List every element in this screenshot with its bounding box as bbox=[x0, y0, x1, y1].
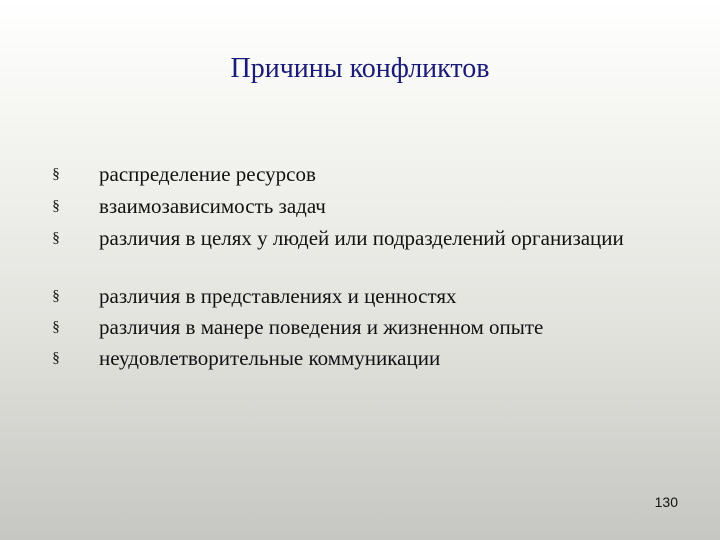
slide-title: Причины конфликтов bbox=[230, 53, 490, 84]
bullet-marker-icon: § bbox=[52, 198, 60, 214]
bullet-text: различия в целях у людей или подразделений организации bbox=[99, 226, 624, 250]
bullet-marker-icon: § bbox=[52, 230, 60, 246]
bullet-text: неудовлетворительные коммуникации bbox=[99, 346, 441, 370]
bullet-text: различия в манере поведения и жизненном опыте bbox=[99, 315, 544, 339]
bullet-text: распределение ресурсов bbox=[99, 162, 316, 186]
bullet-marker-icon: § bbox=[52, 319, 60, 335]
page-number: 130 bbox=[654, 494, 678, 510]
bullet-marker-icon: § bbox=[52, 166, 60, 182]
bullet-marker-icon: § bbox=[52, 288, 60, 304]
bullet-text: взаимозависимость задач bbox=[99, 194, 326, 218]
bullet-marker-icon: § bbox=[52, 350, 60, 366]
bullet-text: различия в представлениях и ценностях bbox=[99, 284, 457, 308]
